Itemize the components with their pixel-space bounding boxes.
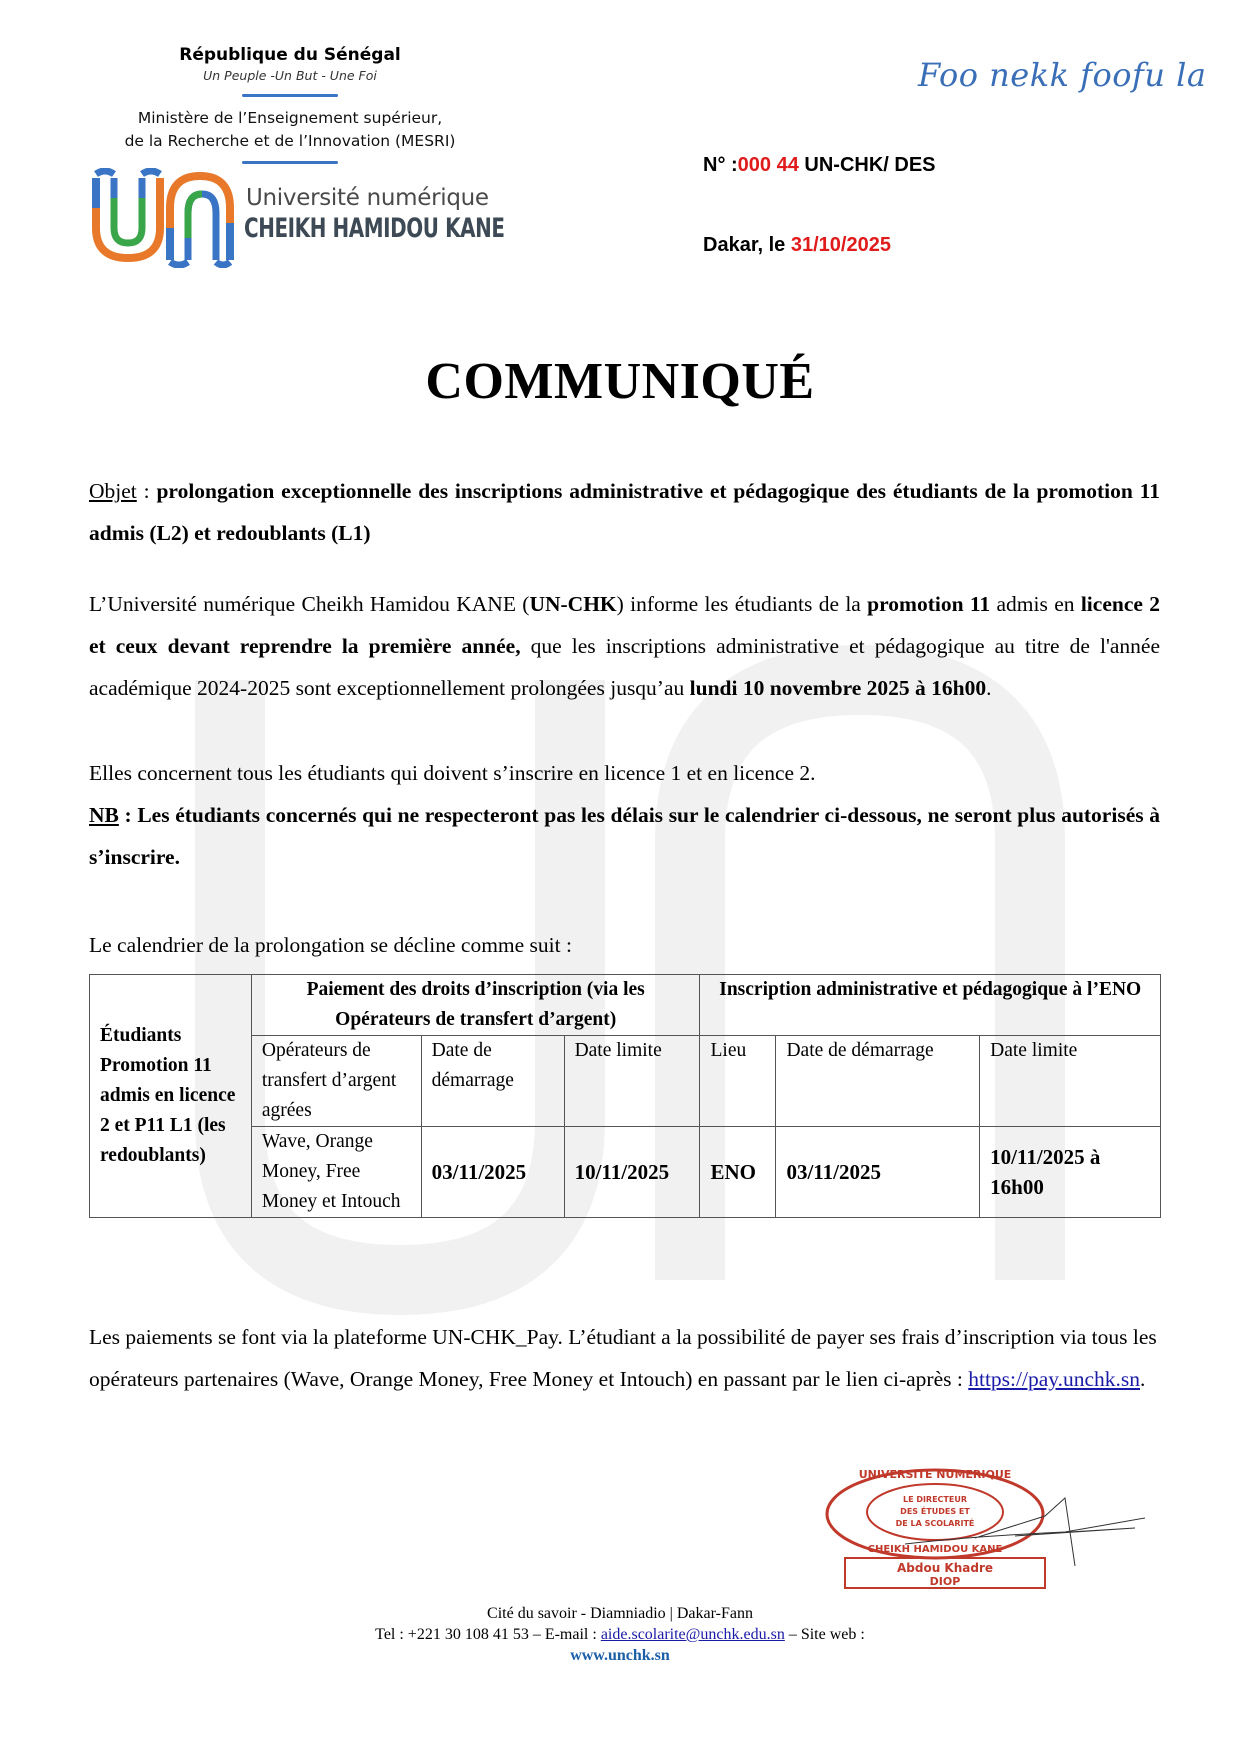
payment-text: Les paiements se font via la plateforme UN-CHK_Pay. L’étudiant a la possibilité de payer ses frais d’inscription via tous les opérateurs partenaires (Wave, Orange Money, Free Money et Intouch) en passant par le lien ci-après : [89, 1325, 1157, 1391]
stamp-center-2: DES ÉTUDES ET [900, 1507, 970, 1516]
slogan: Foo nekk foofu la [918, 56, 1207, 94]
footer-contact [0, 1624, 1240, 1645]
university-name-line-2: CHEIKH HAMIDOU KANE [244, 213, 505, 244]
subject-label: Objet [89, 479, 137, 503]
text-run: que les inscriptions administrative et pédagogique au titre de l'année académique 2024-2025 sont exceptionnellement prolongées jusqu’au [89, 634, 1160, 700]
document-date [703, 234, 891, 257]
stamp-ring-top: UNIVERSITE NUMERIQUE [858, 1468, 1012, 1481]
text-run: . [986, 676, 992, 700]
calendar-intro: Le calendrier de la prolongation se décline comme suit : [89, 933, 572, 957]
table-cell: ENO [700, 1127, 776, 1218]
divider [242, 161, 338, 164]
date-value: 31/10/2025 [790, 234, 891, 256]
row-label-cell: Étudiants Promotion 11 admis en licence 2 et P11 L1 (les redoublants) [90, 975, 252, 1218]
text-run: admis en [990, 592, 1081, 616]
column-header: Opérateurs de transfert d’argent agrées [251, 1036, 421, 1127]
stamp-center-1: LE DIRECTEUR [902, 1495, 968, 1504]
column-header: Date de démarrage [776, 1036, 980, 1127]
page-title: COMMUNIQUÉ [425, 353, 815, 410]
payment-paragraph [89, 1316, 1160, 1400]
nb-text: : Les étudiants concernés qui ne respecteront pas les délais sur le calendrier ci-dessous, ne seront plus autorisés à s’inscrire. [89, 803, 1160, 869]
republic-name: République du Sénégal [179, 45, 401, 65]
footer-email-link[interactable]: aide.scolarite@unchk.edu.sn [600, 1626, 785, 1643]
subject-sep: : [136, 479, 157, 503]
column-header: Lieu [700, 1036, 776, 1127]
national-motto: Un Peuple -Un But - Une Foi [203, 68, 377, 83]
text-run: . [1140, 1367, 1146, 1391]
column-header: Date limite [564, 1036, 700, 1127]
footer-site-label: – Site web : [784, 1626, 865, 1643]
table-cell-operators: Wave, Orange Money, Free Money et Intouch [251, 1127, 421, 1218]
scope-paragraph: Elles concernent tous les étudiants qui doivent s’inscrire en licence 1 et en licence 2. [89, 761, 816, 785]
footer-tel: Tel : +221 30 108 41 53 – E-mail : [375, 1626, 601, 1643]
column-header: Date de démarrage [421, 1036, 564, 1127]
body-paragraph [89, 583, 1160, 709]
deadline-text: lundi 10 novembre 2025 à 16h00 [689, 676, 987, 700]
text-run: ) informe les étudiants de la [616, 592, 868, 616]
university-name-line-1: Université numérique [246, 185, 489, 211]
table-cell: 10/11/2025 à 16h00 [980, 1127, 1161, 1218]
ref-prefix: N° : [703, 154, 738, 176]
ref-suffix: UN-CHK/ DES [798, 154, 936, 176]
text-run: L’Université numérique Cheikh Hamidou KANE ( [89, 592, 530, 616]
subject-paragraph [89, 470, 1160, 554]
table-cell: 10/11/2025 [564, 1127, 700, 1218]
text-run-bold: UN-CHK [529, 592, 617, 616]
table-header-row [90, 975, 1161, 1036]
divider [242, 94, 338, 97]
subject-text: prolongation exceptionnelle des inscriptions administrative et pédagogique des étudiants de la promotion 11 admis (L2) et redoublants (L1) [89, 479, 1160, 545]
footer-address: Cité du savoir - Diamniadio | Dakar-Fann [487, 1605, 753, 1622]
reference-number [703, 154, 936, 177]
footer-website-link[interactable]: www.unchk.sn [570, 1647, 670, 1664]
ref-number: 000 44 [737, 154, 799, 176]
table-cell: 03/11/2025 [776, 1127, 980, 1218]
payment-link[interactable]: https://pay.unchk.sn [968, 1367, 1141, 1391]
column-header: Date limite [980, 1036, 1161, 1127]
official-stamp-icon [815, 1466, 1155, 1596]
footer [0, 1603, 1240, 1666]
university-logo-icon [88, 168, 238, 268]
ministry-header [95, 44, 485, 174]
text-run-bold: licence 2 et ceux devant reprendre la première année, [89, 592, 1160, 658]
nb-paragraph [89, 794, 1160, 878]
stamp-ring-bottom: CHEIKH HAMIDOU KANE [867, 1544, 1003, 1555]
nb-label: NB [89, 803, 119, 827]
date-prefix: Dakar, le [703, 234, 791, 256]
ministry-line-1: Ministère de l’Enseignement supérieur, [137, 109, 443, 127]
stamp-name-1: Abdou Khadre [896, 1561, 994, 1575]
group-header-registration: Inscription administrative et pédagogique à l’ENO [700, 975, 1161, 1036]
group-header-payment: Paiement des droits d’inscription (via les Opérateurs de transfert d’argent) [251, 975, 700, 1036]
ministry-line-2: de la Recherche et de l’Innovation (MESRI) [124, 132, 456, 150]
stamp-name-2: DIOP [929, 1575, 961, 1588]
stamp-center-3: DE LA SCOLARITÉ [895, 1519, 975, 1528]
table-cell: 03/11/2025 [421, 1127, 564, 1218]
text-run-bold: promotion 11 [867, 592, 991, 616]
calendar-table [89, 974, 1161, 1218]
